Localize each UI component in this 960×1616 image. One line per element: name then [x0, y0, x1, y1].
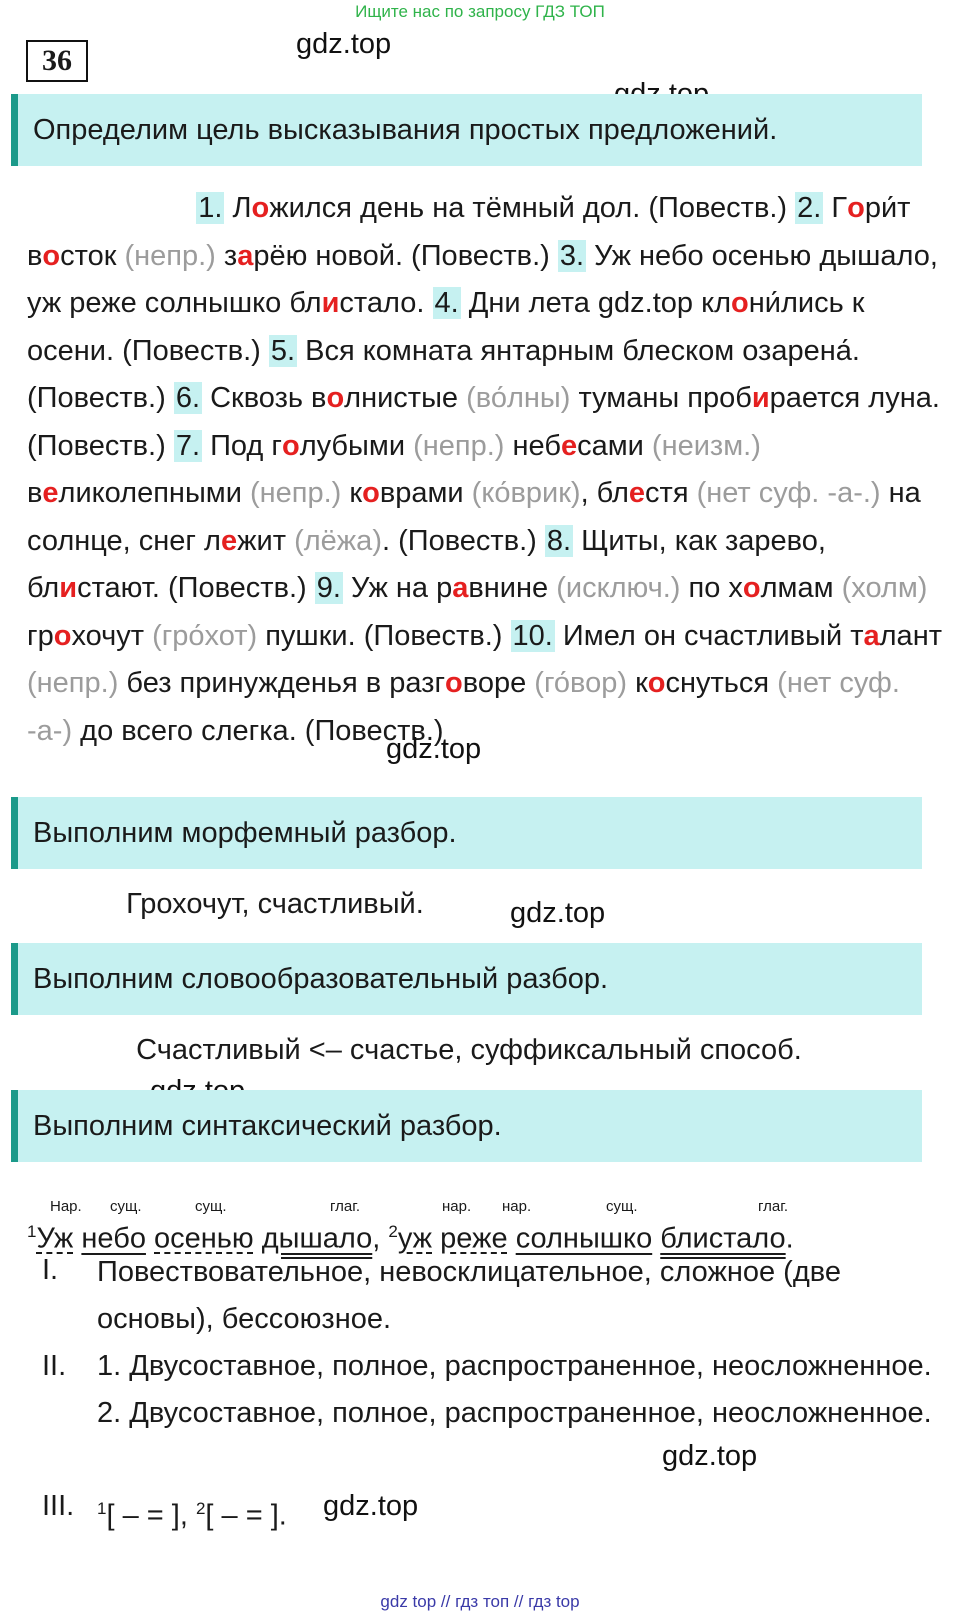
sentence-text: стя [645, 477, 697, 509]
check-word-note: (непр.) [27, 667, 119, 699]
word-formation-line: Счастливый <– счастье, суффиксальный способ. [136, 1034, 802, 1066]
sentence-text: Сквозь в [210, 382, 327, 414]
sentence-text: врами [379, 477, 472, 509]
stressed-vowel: и [59, 572, 78, 604]
sentence-number: 7. [175, 429, 200, 462]
roman-numeral: II. [42, 1350, 67, 1382]
section-heading: Выполним морфемный разбор. [11, 797, 922, 869]
sentence-number: 10. [512, 619, 553, 652]
sentence-text: Уж на р [351, 572, 453, 604]
sentence-text: Щиты, как зарево, бл [27, 524, 826, 604]
sentence-text: пушки. (Повеств.) [257, 619, 503, 652]
stressed-vowel: о [53, 619, 72, 652]
stressed-vowel: о [42, 239, 61, 272]
stressed-vowel: о [647, 667, 666, 699]
sentence-text: на солнце, снег л [27, 477, 921, 557]
stressed-vowel: о [847, 192, 865, 224]
stressed-vowel: и [751, 382, 770, 414]
sentence-number: 5. [270, 334, 296, 367]
stressed-vowel: о [281, 429, 300, 462]
scheme-part: [ – = ]. [205, 1499, 287, 1532]
sentence-text: рается луна. (Повеств.) [27, 382, 940, 462]
roman-numeral: III. [42, 1490, 75, 1522]
sentence-text: к [341, 477, 363, 509]
sentence-text: в [27, 477, 43, 509]
sentence-text: Имел он счастливый т [562, 619, 864, 652]
sentence-text: воре [462, 667, 535, 699]
sentence-number: 9. [316, 572, 341, 604]
sentence-text: ри́т в [27, 192, 911, 272]
check-word-note: (непр.) [249, 477, 342, 509]
pos-label: сущ. [195, 1198, 227, 1215]
sentence-text: лнистые [344, 382, 467, 414]
stressed-vowel: о [251, 192, 270, 224]
sentence-text: внине [468, 572, 557, 604]
sentence-text: ликолепными [58, 477, 250, 509]
pos-label: сущ. [606, 1198, 638, 1215]
sentence-text: Дни лета gdz.top кл [468, 287, 732, 319]
sentence-text: сами [577, 429, 652, 462]
stressed-vowel: е [220, 524, 238, 557]
check-word-note: (холм) [841, 572, 928, 604]
pos-label: глаг. [758, 1198, 789, 1215]
sentence-text: без принужденья в разг [118, 667, 446, 699]
subject: небо [81, 1222, 146, 1255]
sentence-text: лант [879, 619, 942, 652]
sentence-text: жился день на тёмный дол. (Повеств.) [269, 192, 788, 224]
section-heading: Определим цель высказывания простых предложений. [11, 94, 922, 166]
check-word-note: (гро́хот) [152, 619, 258, 652]
adverbial: уж [397, 1222, 433, 1255]
stressed-vowel: о [445, 667, 463, 699]
clause-index: 1 [27, 1222, 37, 1241]
stressed-vowel: о [742, 572, 761, 604]
watermark: gdz.top [386, 733, 482, 765]
sentence-text: Л [232, 192, 252, 224]
sentence-number: 1. [198, 192, 223, 224]
stressed-vowel: и [321, 287, 340, 319]
sentence-text: лмам [760, 572, 842, 604]
sentence-text: ни́лись к осени. (Повеств.) [27, 287, 865, 367]
sentence-text: туманы проб [570, 382, 752, 414]
analysis-item: 1. Двусоставное, полное, распространенное, неосложненное. 2. Двусоставное, полное, распространенное, неосложненное. [97, 1350, 932, 1429]
scheme [97, 1485, 942, 1540]
sentence-text: . (Повеств.) [381, 524, 537, 557]
section-heading: Выполним синтаксический разбор. [11, 1090, 922, 1162]
stressed-vowel: е [628, 477, 646, 509]
sentence-text: сток [60, 239, 125, 272]
sentence-text: хочут [71, 619, 153, 652]
pos-labels [0, 1198, 960, 1218]
watermark: gdz.top [296, 28, 392, 60]
sentences-paragraph [27, 185, 942, 755]
stressed-vowel: е [42, 477, 59, 509]
roman-numeral: I. [42, 1254, 59, 1286]
stressed-vowel: а [863, 619, 880, 652]
sentence-text: неб [504, 429, 561, 462]
adverbial: осенью [154, 1222, 254, 1255]
scheme-part: [ – = ], [106, 1499, 196, 1532]
clause-index: 2 [388, 1222, 398, 1241]
morpheme-words: Грохочут, счастливый. [126, 888, 424, 920]
sentence-text: по х [680, 572, 743, 604]
watermark: gdz.top [323, 1490, 419, 1522]
watermark: gdz.top [662, 1440, 758, 1472]
sentence-text: стало. [339, 287, 425, 319]
check-word-note: (во́лны) [466, 382, 571, 414]
punctuation: . [785, 1222, 794, 1255]
sentence-text: к [627, 667, 648, 699]
sentence-number: 8. [546, 524, 572, 557]
task-number: 36 [26, 40, 88, 82]
stressed-vowel: а [237, 239, 254, 272]
check-word-note: (исключ.) [556, 572, 681, 604]
check-word-note: (ко́врик) [471, 477, 581, 509]
pos-label: глаг. [330, 1198, 361, 1215]
check-word-note: (лёжа) [294, 524, 382, 557]
clause-index: 2 [195, 1499, 206, 1518]
section-heading: Выполним словообразовательный разбор. [11, 943, 922, 1015]
check-word-note: (непр.) [413, 429, 505, 462]
pos-label: сущ. [110, 1198, 142, 1215]
sentence-text: Уж небо осенью дышало, уж реже солнышко бл [27, 239, 938, 319]
sentence-number: 3. [559, 239, 585, 272]
check-word-note: (непр.) [124, 239, 216, 272]
stressed-vowel: о [326, 382, 345, 414]
sentence-text: гр [27, 619, 54, 652]
sentence-number: 2. [797, 192, 822, 224]
sentence-text: стают. (Повеств.) [77, 572, 307, 604]
sentence-text: до всего слегка. (Повеств.) [72, 714, 444, 747]
stressed-vowel: о [362, 477, 380, 509]
sentence-text: з [215, 239, 238, 272]
sentence-number: 6. [175, 382, 200, 414]
sentence-text: снуться [665, 667, 778, 699]
stressed-vowel: е [560, 429, 578, 462]
subject: солнышко [515, 1222, 653, 1255]
clause-index: 1 [97, 1499, 107, 1518]
sentence-text: Вся комната янтарным блеском озарена́. (Повеств.) [27, 334, 860, 414]
sentence-text: лубыми [299, 429, 414, 462]
pos-label: нар. [502, 1198, 532, 1215]
top-banner[interactable]: Ищите нас по запросу ГДЗ ТОП [355, 2, 605, 21]
check-word-note: (неизм.) [651, 429, 761, 462]
watermark: gdz.top [510, 897, 606, 929]
sentence-text: , бл [580, 477, 629, 509]
stressed-vowel: а [452, 572, 469, 604]
sentence-text: жит [237, 524, 295, 557]
analysis-item: Повествовательное, невосклицательное, сложное (две основы), бессоюзное. [97, 1256, 841, 1335]
check-word-note: (нет суф. -а-.) [696, 477, 881, 509]
predicate: дышало [261, 1222, 373, 1255]
pos-label: Нар. [50, 1198, 82, 1215]
adverbial: Уж [36, 1222, 74, 1255]
sentence-text: Г [831, 192, 848, 224]
predicate: блистало [660, 1222, 786, 1255]
punctuation: , [372, 1222, 381, 1255]
footer-links[interactable]: gdz top // гдз топ // гдз top [380, 1592, 580, 1611]
pos-label: нар. [442, 1198, 472, 1215]
check-word-note: (го́вор) [534, 667, 628, 699]
check-word-note: (нет суф. -а-) [27, 667, 900, 747]
sentence-number: 4. [434, 287, 459, 319]
stressed-vowel: о [731, 287, 749, 319]
sentence-text: рёю новой. (Повеств.) [253, 239, 550, 272]
adverbial: реже [440, 1222, 508, 1255]
sentence-text: Под г [210, 429, 282, 462]
